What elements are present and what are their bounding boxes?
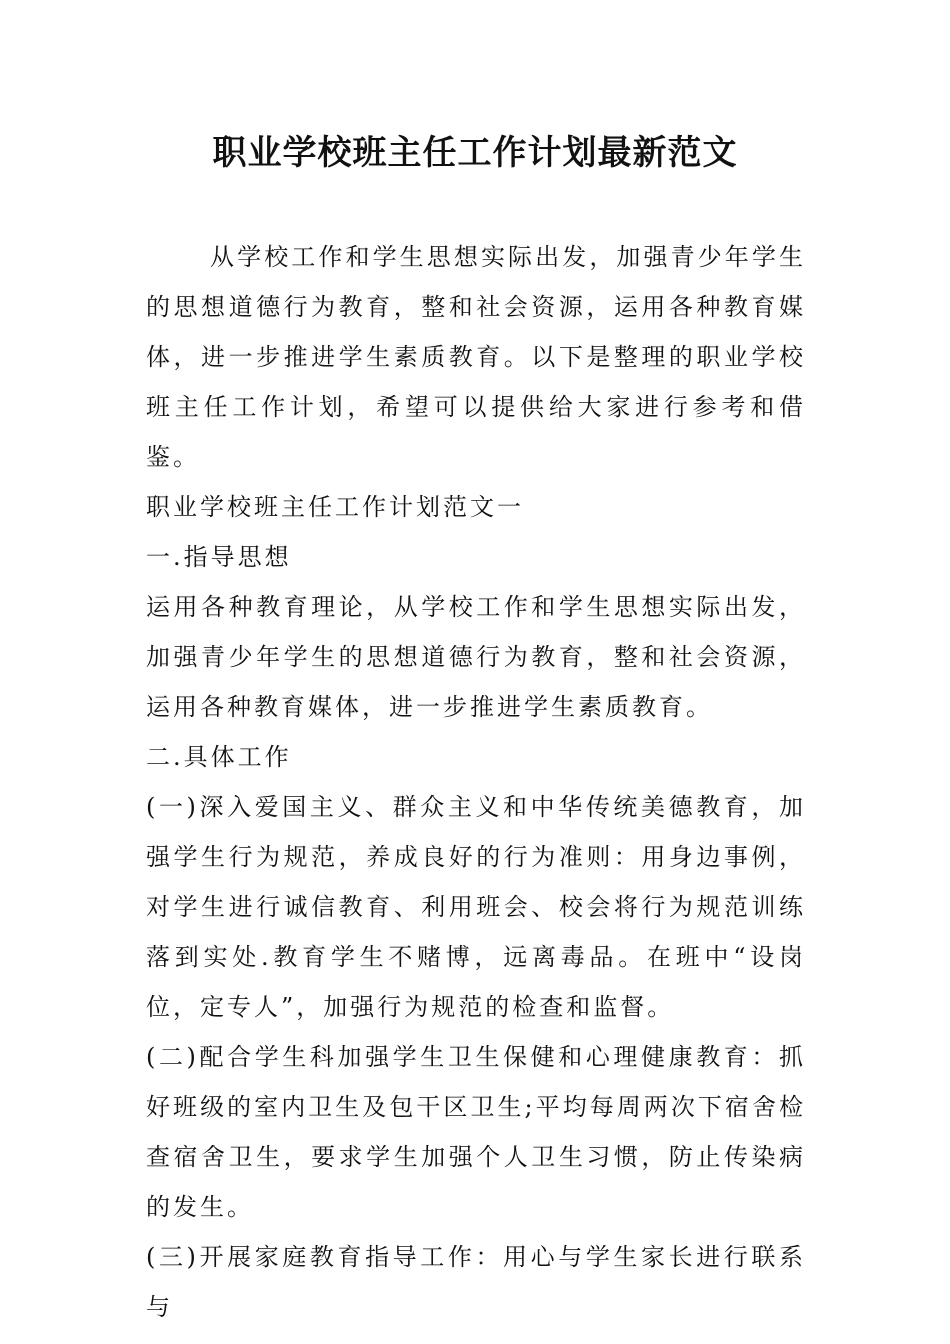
work-item-2: (二)配合学生科加强学生卫生保健和心理健康教育：抓好班级的室内卫生及包干区卫生;平均每周两次下宿舍检查宿舍卫生，要求学生加强个人卫生习惯，防止传染病的发生。 bbox=[146, 1043, 806, 1221]
guiding-thought-paragraph: 运用各种教育理论，从学校工作和学生思想实际出发，加强青少年学生的思想道德行为教育，整和社会资源，运用各种教育媒体，进一步推进学生素质教育。 bbox=[146, 593, 806, 721]
document-title: 职业学校班主任工作计划最新范文 bbox=[212, 133, 738, 173]
heading-guiding-thought: 一.指导思想 bbox=[146, 543, 292, 571]
work-item-1: (一)深入爱国主义、群众主义和中华传统美德教育，加强学生行为规范，养成良好的行为准则：用身边事例，对学生进行诚信教育、利用班会、校会将行为规范训练落到实处.教育学生不赌博，远离毒品。在班中“设岗位，定专人”，加强行为规范的检查和监督。 bbox=[146, 793, 806, 1021]
document-body bbox=[146, 232, 806, 1332]
work-item-3: (三)开展家庭教育指导工作：用心与学生家长进行联系与 bbox=[146, 1243, 806, 1321]
heading-specific-work: 二.具体工作 bbox=[146, 743, 292, 771]
section-subtitle: 职业学校班主任工作计划范文一 bbox=[146, 493, 524, 521]
intro-paragraph: 从学校工作和学生思想实际出发，加强青少年学生的思想道德行为教育，整和社会资源，运用各种教育媒体，进一步推进学生素质教育。以下是整理的职业学校班主任工作计划，希望可以提供给大家进行参考和借鉴。 bbox=[146, 243, 806, 471]
